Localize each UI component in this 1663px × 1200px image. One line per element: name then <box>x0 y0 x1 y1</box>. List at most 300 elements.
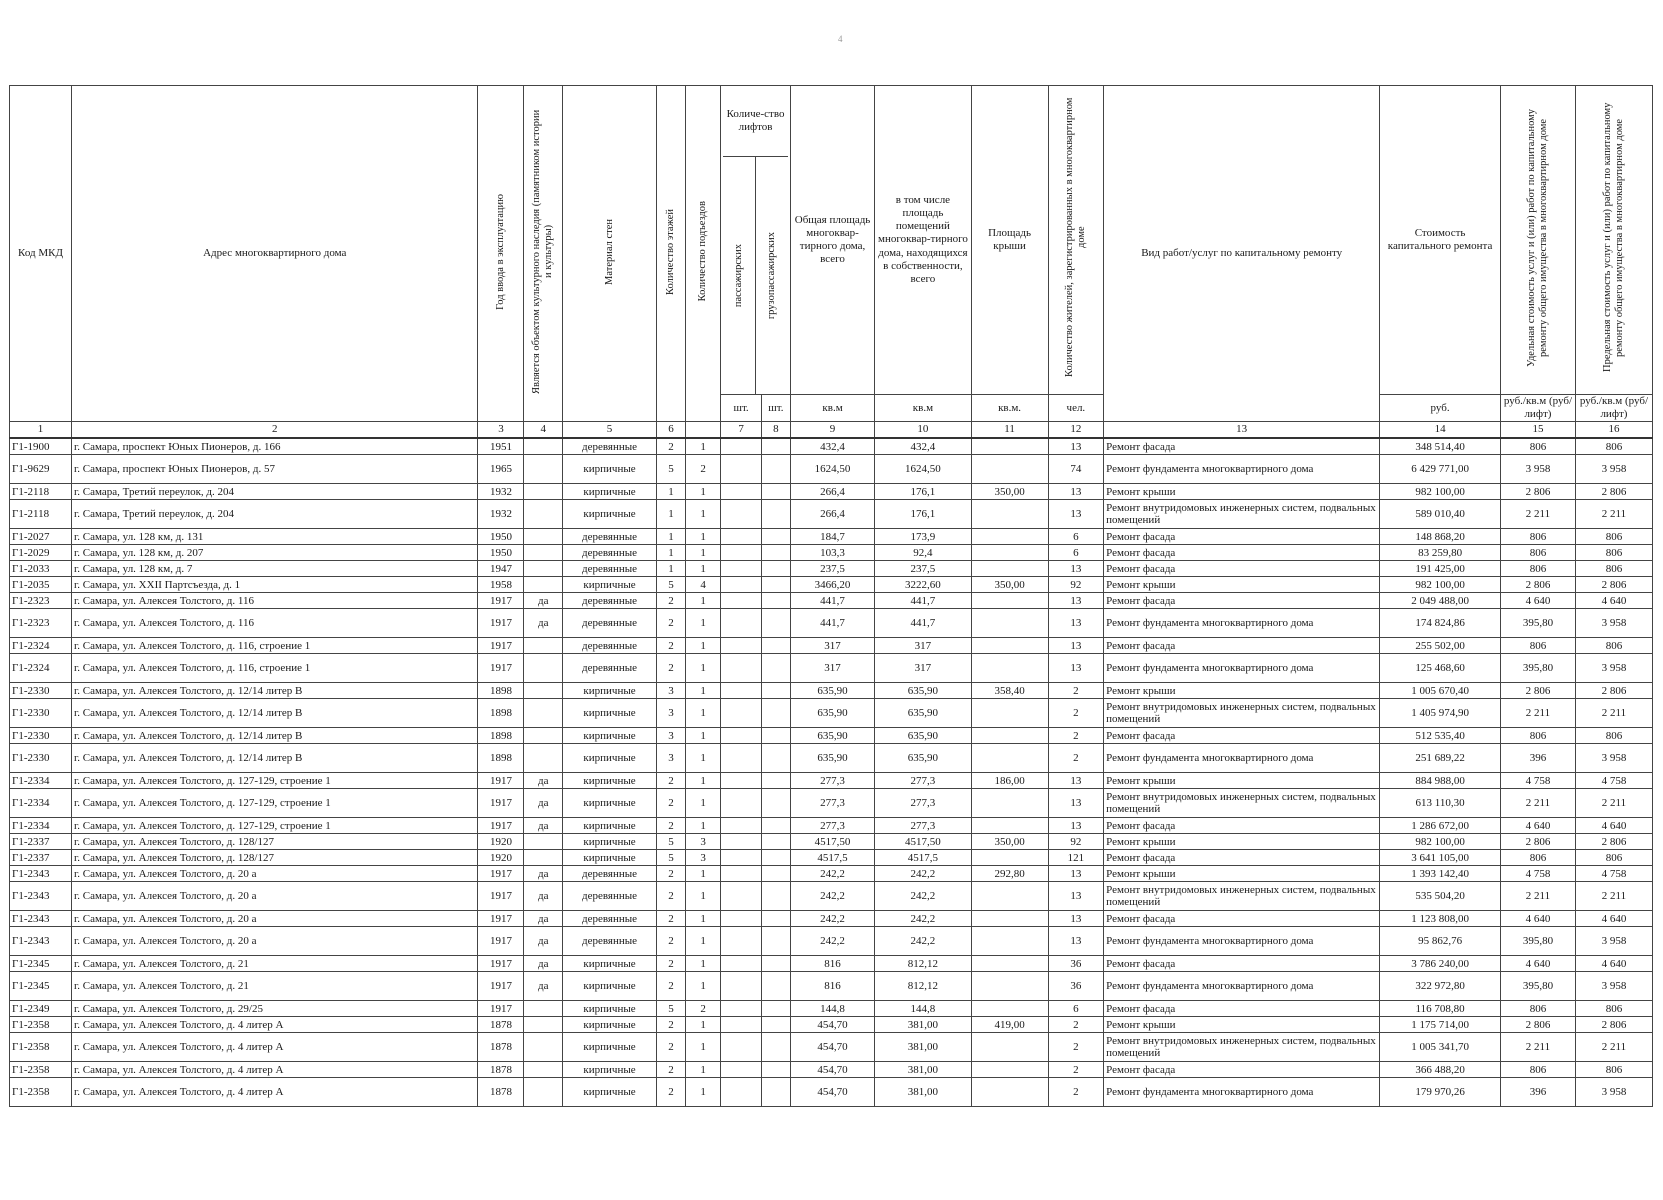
cell-passenger-lifts <box>721 789 762 818</box>
unit-passenger-lifts: шт. <box>721 395 762 422</box>
cell-code: Г1-9629 <box>10 455 72 484</box>
cell-work-type: Ремонт фасада <box>1104 438 1380 455</box>
cell-residents: 13 <box>1048 866 1104 882</box>
cell-walls: деревянные <box>562 882 656 911</box>
colnum-7: 7 <box>721 422 762 439</box>
cell-heritage: да <box>524 789 563 818</box>
cell-walls: деревянные <box>562 638 656 654</box>
cell-cost: 982 100,00 <box>1380 577 1501 593</box>
cell-address: г. Самара, ул. Алексея Толстого, д. 20 а <box>72 882 478 911</box>
cell-total-area: 277,3 <box>790 818 875 834</box>
cell-year: 1917 <box>478 911 524 927</box>
cell-cost: 3 786 240,00 <box>1380 956 1501 972</box>
cell-unit-cost: 396 <box>1501 1078 1576 1107</box>
cell-cost: 589 010,40 <box>1380 500 1501 529</box>
cell-heritage <box>524 1017 563 1033</box>
cell-entrances: 1 <box>685 818 720 834</box>
cell-max-cost: 3 958 <box>1575 654 1652 683</box>
cell-owned-area: 173,9 <box>875 529 971 545</box>
cell-entrances: 3 <box>685 834 720 850</box>
header-work-type: Вид работ/услуг по капитальному ремонту <box>1104 86 1380 422</box>
cell-cost: 348 514,40 <box>1380 438 1501 455</box>
cell-work-type: Ремонт фасада <box>1104 593 1380 609</box>
cell-unit-cost: 2 211 <box>1501 789 1576 818</box>
table-row <box>10 438 1653 455</box>
cell-owned-area: 812,12 <box>875 972 971 1001</box>
cell-code: Г1-2324 <box>10 638 72 654</box>
cell-code: Г1-2343 <box>10 866 72 882</box>
cell-cost: 512 535,40 <box>1380 728 1501 744</box>
cell-max-cost: 2 211 <box>1575 500 1652 529</box>
cell-code: Г1-2324 <box>10 654 72 683</box>
cell-residents: 6 <box>1048 529 1104 545</box>
cell-heritage: да <box>524 593 563 609</box>
cell-passenger-lifts <box>721 728 762 744</box>
cell-floors: 3 <box>657 728 686 744</box>
unit-roof-area: кв.м. <box>971 395 1048 422</box>
cell-year: 1917 <box>478 972 524 1001</box>
cell-unit-cost: 806 <box>1501 529 1576 545</box>
cell-owned-area: 432,4 <box>875 438 971 455</box>
cell-residents: 13 <box>1048 593 1104 609</box>
cell-residents: 36 <box>1048 972 1104 1001</box>
cell-total-area: 432,4 <box>790 438 875 455</box>
table-row <box>10 1078 1653 1107</box>
cell-roof-area <box>971 593 1048 609</box>
cell-entrances: 1 <box>685 1062 720 1078</box>
cell-entrances: 1 <box>685 1033 720 1062</box>
cell-total-area: 266,4 <box>790 500 875 529</box>
cell-heritage <box>524 1001 563 1017</box>
cell-passenger-lifts <box>721 484 762 500</box>
cell-max-cost: 806 <box>1575 1062 1652 1078</box>
cell-year: 1917 <box>478 609 524 638</box>
cell-entrances: 3 <box>685 850 720 866</box>
header-year: Год ввода в эксплуатацию <box>478 86 524 422</box>
cell-roof-area <box>971 561 1048 577</box>
table-row <box>10 561 1653 577</box>
table-row <box>10 850 1653 866</box>
colnum-4: 4 <box>524 422 563 439</box>
cell-entrances: 1 <box>685 484 720 500</box>
cell-owned-area: 277,3 <box>875 818 971 834</box>
cell-roof-area <box>971 699 1048 728</box>
cell-cost: 116 708,80 <box>1380 1001 1501 1017</box>
cell-heritage: да <box>524 927 563 956</box>
cell-total-area: 454,70 <box>790 1033 875 1062</box>
cell-cost: 179 970,26 <box>1380 1078 1501 1107</box>
cell-passenger-lifts <box>721 1033 762 1062</box>
table-row <box>10 609 1653 638</box>
cell-max-cost: 806 <box>1575 545 1652 561</box>
unit-max-cost: руб./кв.м (руб/лифт) <box>1575 395 1652 422</box>
cell-total-area: 454,70 <box>790 1017 875 1033</box>
cell-work-type: Ремонт фасада <box>1104 638 1380 654</box>
cell-heritage <box>524 1033 563 1062</box>
cell-total-area: 635,90 <box>790 683 875 699</box>
cell-walls: кирпичные <box>562 834 656 850</box>
cell-unit-cost: 2 211 <box>1501 882 1576 911</box>
cell-cargo-lifts <box>761 882 790 911</box>
cell-code: Г1-2118 <box>10 484 72 500</box>
cell-address: г. Самара, ул. Алексея Толстого, д. 12/14 литер В <box>72 728 478 744</box>
cell-year: 1932 <box>478 484 524 500</box>
cell-address: г. Самара, ул. Алексея Толстого, д. 127-129, строение 1 <box>72 818 478 834</box>
cell-passenger-lifts <box>721 911 762 927</box>
cell-max-cost: 3 958 <box>1575 927 1652 956</box>
cell-roof-area <box>971 744 1048 773</box>
cell-heritage <box>524 1078 563 1107</box>
cell-floors: 5 <box>657 850 686 866</box>
cell-year: 1917 <box>478 789 524 818</box>
cell-roof-area <box>971 545 1048 561</box>
cell-owned-area: 176,1 <box>875 500 971 529</box>
cell-cost: 1 405 974,90 <box>1380 699 1501 728</box>
cell-cargo-lifts <box>761 927 790 956</box>
header-entrances: Количество подъездов <box>685 86 720 422</box>
cell-walls: кирпичные <box>562 773 656 789</box>
cell-floors: 2 <box>657 773 686 789</box>
cell-address: г. Самара, ул. Алексея Толстого, д. 12/14 литер В <box>72 744 478 773</box>
cell-walls: деревянные <box>562 529 656 545</box>
cell-heritage: да <box>524 609 563 638</box>
cell-cargo-lifts <box>761 744 790 773</box>
table-row <box>10 744 1653 773</box>
cell-entrances: 1 <box>685 438 720 455</box>
cell-unit-cost: 4 640 <box>1501 911 1576 927</box>
cell-cost: 148 868,20 <box>1380 529 1501 545</box>
cell-passenger-lifts <box>721 609 762 638</box>
cell-code: Г1-2323 <box>10 609 72 638</box>
cell-residents: 13 <box>1048 789 1104 818</box>
cell-cost: 322 972,80 <box>1380 972 1501 1001</box>
cell-heritage: да <box>524 866 563 882</box>
cell-year: 1958 <box>478 577 524 593</box>
cell-max-cost: 806 <box>1575 728 1652 744</box>
cell-unit-cost: 2 806 <box>1501 1017 1576 1033</box>
cell-cost: 191 425,00 <box>1380 561 1501 577</box>
cell-total-area: 635,90 <box>790 728 875 744</box>
cell-code: Г1-2334 <box>10 818 72 834</box>
cell-passenger-lifts <box>721 438 762 455</box>
cell-work-type: Ремонт фасада <box>1104 561 1380 577</box>
header-floors: Количество этажей <box>657 86 686 422</box>
cell-cargo-lifts <box>761 1033 790 1062</box>
cell-floors: 2 <box>657 818 686 834</box>
cell-work-type: Ремонт фасада <box>1104 1001 1380 1017</box>
cell-unit-cost: 3 958 <box>1501 455 1576 484</box>
cell-max-cost: 2 806 <box>1575 1017 1652 1033</box>
cell-work-type: Ремонт фасада <box>1104 545 1380 561</box>
cell-cargo-lifts <box>761 638 790 654</box>
cell-residents: 74 <box>1048 455 1104 484</box>
header-address: Адрес многоквартирного дома <box>72 86 478 422</box>
cell-residents: 13 <box>1048 609 1104 638</box>
cell-entrances: 1 <box>685 500 720 529</box>
cell-cargo-lifts <box>761 593 790 609</box>
cell-roof-area <box>971 789 1048 818</box>
cell-walls: деревянные <box>562 866 656 882</box>
cell-passenger-lifts <box>721 683 762 699</box>
cell-floors: 2 <box>657 438 686 455</box>
cell-cost: 982 100,00 <box>1380 484 1501 500</box>
cell-heritage <box>524 577 563 593</box>
cell-max-cost: 806 <box>1575 561 1652 577</box>
cell-total-area: 441,7 <box>790 609 875 638</box>
cell-cargo-lifts <box>761 455 790 484</box>
cell-unit-cost: 2 211 <box>1501 699 1576 728</box>
cell-year: 1898 <box>478 728 524 744</box>
cell-total-area: 184,7 <box>790 529 875 545</box>
cell-unit-cost: 4 640 <box>1501 818 1576 834</box>
cell-total-area: 4517,5 <box>790 850 875 866</box>
cell-address: г. Самара, ул. 128 км, д. 207 <box>72 545 478 561</box>
cell-code: Г1-2323 <box>10 593 72 609</box>
cell-unit-cost: 395,80 <box>1501 927 1576 956</box>
cell-address: г. Самара, ул. Алексея Толстого, д. 20 а <box>72 866 478 882</box>
cell-cargo-lifts <box>761 911 790 927</box>
cell-roof-area <box>971 1033 1048 1062</box>
cell-passenger-lifts <box>721 744 762 773</box>
cell-code: Г1-2345 <box>10 956 72 972</box>
cell-residents: 13 <box>1048 438 1104 455</box>
cell-walls: деревянные <box>562 438 656 455</box>
cell-passenger-lifts <box>721 866 762 882</box>
cell-entrances: 1 <box>685 561 720 577</box>
colnum-2: 2 <box>72 422 478 439</box>
cell-owned-area: 277,3 <box>875 773 971 789</box>
cell-work-type: Ремонт внутридомовых инженерных систем, подвальных помещений <box>1104 699 1380 728</box>
cell-walls: кирпичные <box>562 683 656 699</box>
cell-total-area: 242,2 <box>790 927 875 956</box>
cell-unit-cost: 395,80 <box>1501 972 1576 1001</box>
cell-passenger-lifts <box>721 529 762 545</box>
cell-unit-cost: 4 758 <box>1501 773 1576 789</box>
cell-unit-cost: 395,80 <box>1501 609 1576 638</box>
cell-walls: кирпичные <box>562 789 656 818</box>
cell-unit-cost: 2 806 <box>1501 834 1576 850</box>
cell-roof-area <box>971 609 1048 638</box>
cell-residents: 2 <box>1048 728 1104 744</box>
capital-repair-table <box>9 85 1653 1107</box>
cell-total-area: 635,90 <box>790 699 875 728</box>
cell-floors: 1 <box>657 545 686 561</box>
cell-floors: 3 <box>657 683 686 699</box>
cell-max-cost: 4 640 <box>1575 956 1652 972</box>
cell-residents: 13 <box>1048 484 1104 500</box>
cell-address: г. Самара, ул. XXII Партсъезда, д. 1 <box>72 577 478 593</box>
cell-max-cost: 3 958 <box>1575 1078 1652 1107</box>
cell-floors: 2 <box>657 1033 686 1062</box>
cell-heritage <box>524 529 563 545</box>
cell-heritage <box>524 699 563 728</box>
cell-cargo-lifts <box>761 545 790 561</box>
cell-roof-area <box>971 882 1048 911</box>
cell-passenger-lifts <box>721 834 762 850</box>
cell-address: г. Самара, проспект Юных Пионеров, д. 166 <box>72 438 478 455</box>
unit-cargo-lifts: шт. <box>761 395 790 422</box>
cell-total-area: 103,3 <box>790 545 875 561</box>
cell-year: 1947 <box>478 561 524 577</box>
cell-year: 1917 <box>478 638 524 654</box>
cell-walls: кирпичные <box>562 484 656 500</box>
cell-walls: кирпичные <box>562 699 656 728</box>
cell-residents: 2 <box>1048 683 1104 699</box>
cell-year: 1917 <box>478 773 524 789</box>
cell-cargo-lifts <box>761 529 790 545</box>
cell-address: г. Самара, ул. Алексея Толстого, д. 127-129, строение 1 <box>72 789 478 818</box>
cell-unit-cost: 2 806 <box>1501 577 1576 593</box>
cell-code: Г1-1900 <box>10 438 72 455</box>
cell-roof-area <box>971 1062 1048 1078</box>
cell-max-cost: 2 806 <box>1575 577 1652 593</box>
cell-floors: 1 <box>657 529 686 545</box>
cell-passenger-lifts <box>721 773 762 789</box>
cell-cargo-lifts <box>761 728 790 744</box>
table-row <box>10 818 1653 834</box>
cell-owned-area: 441,7 <box>875 593 971 609</box>
cell-entrances: 1 <box>685 683 720 699</box>
header-residents: Количество жителей, зарегистрированных в многоквартирном доме <box>1048 86 1104 395</box>
unit-total-area: кв.м <box>790 395 875 422</box>
cell-cargo-lifts <box>761 789 790 818</box>
cell-code: Г1-2345 <box>10 972 72 1001</box>
cell-unit-cost: 396 <box>1501 744 1576 773</box>
cell-heritage <box>524 834 563 850</box>
cell-residents: 13 <box>1048 654 1104 683</box>
cell-work-type: Ремонт крыши <box>1104 683 1380 699</box>
cell-floors: 1 <box>657 500 686 529</box>
cell-work-type: Ремонт фасада <box>1104 911 1380 927</box>
cell-owned-area: 1624,50 <box>875 455 971 484</box>
cell-owned-area: 635,90 <box>875 744 971 773</box>
cell-roof-area: 292,80 <box>971 866 1048 882</box>
cell-passenger-lifts <box>721 972 762 1001</box>
cell-work-type: Ремонт внутридомовых инженерных систем, подвальных помещений <box>1104 882 1380 911</box>
cell-heritage <box>524 438 563 455</box>
cell-owned-area: 176,1 <box>875 484 971 500</box>
cell-roof-area <box>971 972 1048 1001</box>
table-row <box>10 866 1653 882</box>
cell-unit-cost: 2 806 <box>1501 683 1576 699</box>
cell-cost: 2 049 488,00 <box>1380 593 1501 609</box>
cell-cargo-lifts <box>761 699 790 728</box>
cell-work-type: Ремонт фасада <box>1104 1062 1380 1078</box>
cell-entrances: 2 <box>685 455 720 484</box>
cell-walls: кирпичные <box>562 1062 656 1078</box>
table-row <box>10 593 1653 609</box>
cell-roof-area <box>971 638 1048 654</box>
cell-residents: 13 <box>1048 773 1104 789</box>
cell-heritage <box>524 683 563 699</box>
cell-cost: 251 689,22 <box>1380 744 1501 773</box>
cell-owned-area: 317 <box>875 638 971 654</box>
cell-work-type: Ремонт фундамента многоквартирного дома <box>1104 455 1380 484</box>
cell-passenger-lifts <box>721 577 762 593</box>
cell-residents: 92 <box>1048 834 1104 850</box>
cell-work-type: Ремонт крыши <box>1104 484 1380 500</box>
cell-total-area: 441,7 <box>790 593 875 609</box>
cell-work-type: Ремонт фасада <box>1104 728 1380 744</box>
cell-work-type: Ремонт внутридомовых инженерных систем, подвальных помещений <box>1104 1033 1380 1062</box>
table-row <box>10 882 1653 911</box>
cell-passenger-lifts <box>721 1062 762 1078</box>
header-max-cost: Предельная стоимость услуг и (или) работ по капитальному ремонту общего имущества в многоквартирном доме <box>1575 86 1652 395</box>
cell-max-cost: 3 958 <box>1575 972 1652 1001</box>
table-body <box>10 438 1653 1107</box>
cell-cost: 1 393 142,40 <box>1380 866 1501 882</box>
cell-walls: деревянные <box>562 654 656 683</box>
cell-floors: 2 <box>657 972 686 1001</box>
table-row <box>10 773 1653 789</box>
cell-floors: 5 <box>657 834 686 850</box>
cell-walls: деревянные <box>562 545 656 561</box>
cell-unit-cost: 806 <box>1501 545 1576 561</box>
cell-max-cost: 2 211 <box>1575 1033 1652 1062</box>
cell-residents: 2 <box>1048 699 1104 728</box>
cell-walls: кирпичные <box>562 956 656 972</box>
cell-passenger-lifts <box>721 927 762 956</box>
cell-walls: кирпичные <box>562 577 656 593</box>
cell-max-cost: 2 211 <box>1575 789 1652 818</box>
cell-address: г. Самара, ул. 128 км, д. 7 <box>72 561 478 577</box>
cell-owned-area: 4517,5 <box>875 850 971 866</box>
cell-total-area: 242,2 <box>790 866 875 882</box>
cell-cost: 1 005 670,40 <box>1380 683 1501 699</box>
cell-year: 1917 <box>478 1001 524 1017</box>
cell-heritage <box>524 728 563 744</box>
cell-total-area: 242,2 <box>790 882 875 911</box>
cell-max-cost: 806 <box>1575 638 1652 654</box>
cell-total-area: 3466,20 <box>790 577 875 593</box>
cell-max-cost: 3 958 <box>1575 455 1652 484</box>
cell-work-type: Ремонт фундамента многоквартирного дома <box>1104 927 1380 956</box>
cell-cost: 884 988,00 <box>1380 773 1501 789</box>
cell-unit-cost: 806 <box>1501 728 1576 744</box>
cell-total-area: 317 <box>790 654 875 683</box>
cell-floors: 3 <box>657 699 686 728</box>
cell-heritage <box>524 654 563 683</box>
cell-unit-cost: 806 <box>1501 850 1576 866</box>
table-row <box>10 911 1653 927</box>
cell-walls: кирпичные <box>562 972 656 1001</box>
header-owned-area: в том числе площадь помещений многоквар-тирного дома, находящихся в собственности, всего <box>875 86 971 395</box>
header-roof-area: Площадь крыши <box>971 86 1048 395</box>
cell-cargo-lifts <box>761 866 790 882</box>
cell-floors: 3 <box>657 744 686 773</box>
cell-owned-area: 144,8 <box>875 1001 971 1017</box>
cell-passenger-lifts <box>721 654 762 683</box>
cell-code: Г1-2334 <box>10 773 72 789</box>
header-elevators-group: Количе-ство лифтов пассажирских грузопассажирских <box>721 86 791 395</box>
cell-floors: 2 <box>657 1062 686 1078</box>
cell-roof-area <box>971 850 1048 866</box>
cell-entrances: 1 <box>685 638 720 654</box>
cell-residents: 92 <box>1048 577 1104 593</box>
cell-address: г. Самара, ул. Алексея Толстого, д. 20 а <box>72 927 478 956</box>
cell-address: г. Самара, ул. Алексея Толстого, д. 127-129, строение 1 <box>72 773 478 789</box>
cell-cargo-lifts <box>761 609 790 638</box>
table-row <box>10 545 1653 561</box>
colnum-15: 15 <box>1501 422 1576 439</box>
cell-floors: 2 <box>657 789 686 818</box>
cell-entrances: 1 <box>685 744 720 773</box>
cell-unit-cost: 806 <box>1501 638 1576 654</box>
cell-residents: 121 <box>1048 850 1104 866</box>
colnum-13: 13 <box>1104 422 1380 439</box>
cell-address: г. Самара, ул. Алексея Толстого, д. 4 литер А <box>72 1078 478 1107</box>
cell-passenger-lifts <box>721 956 762 972</box>
